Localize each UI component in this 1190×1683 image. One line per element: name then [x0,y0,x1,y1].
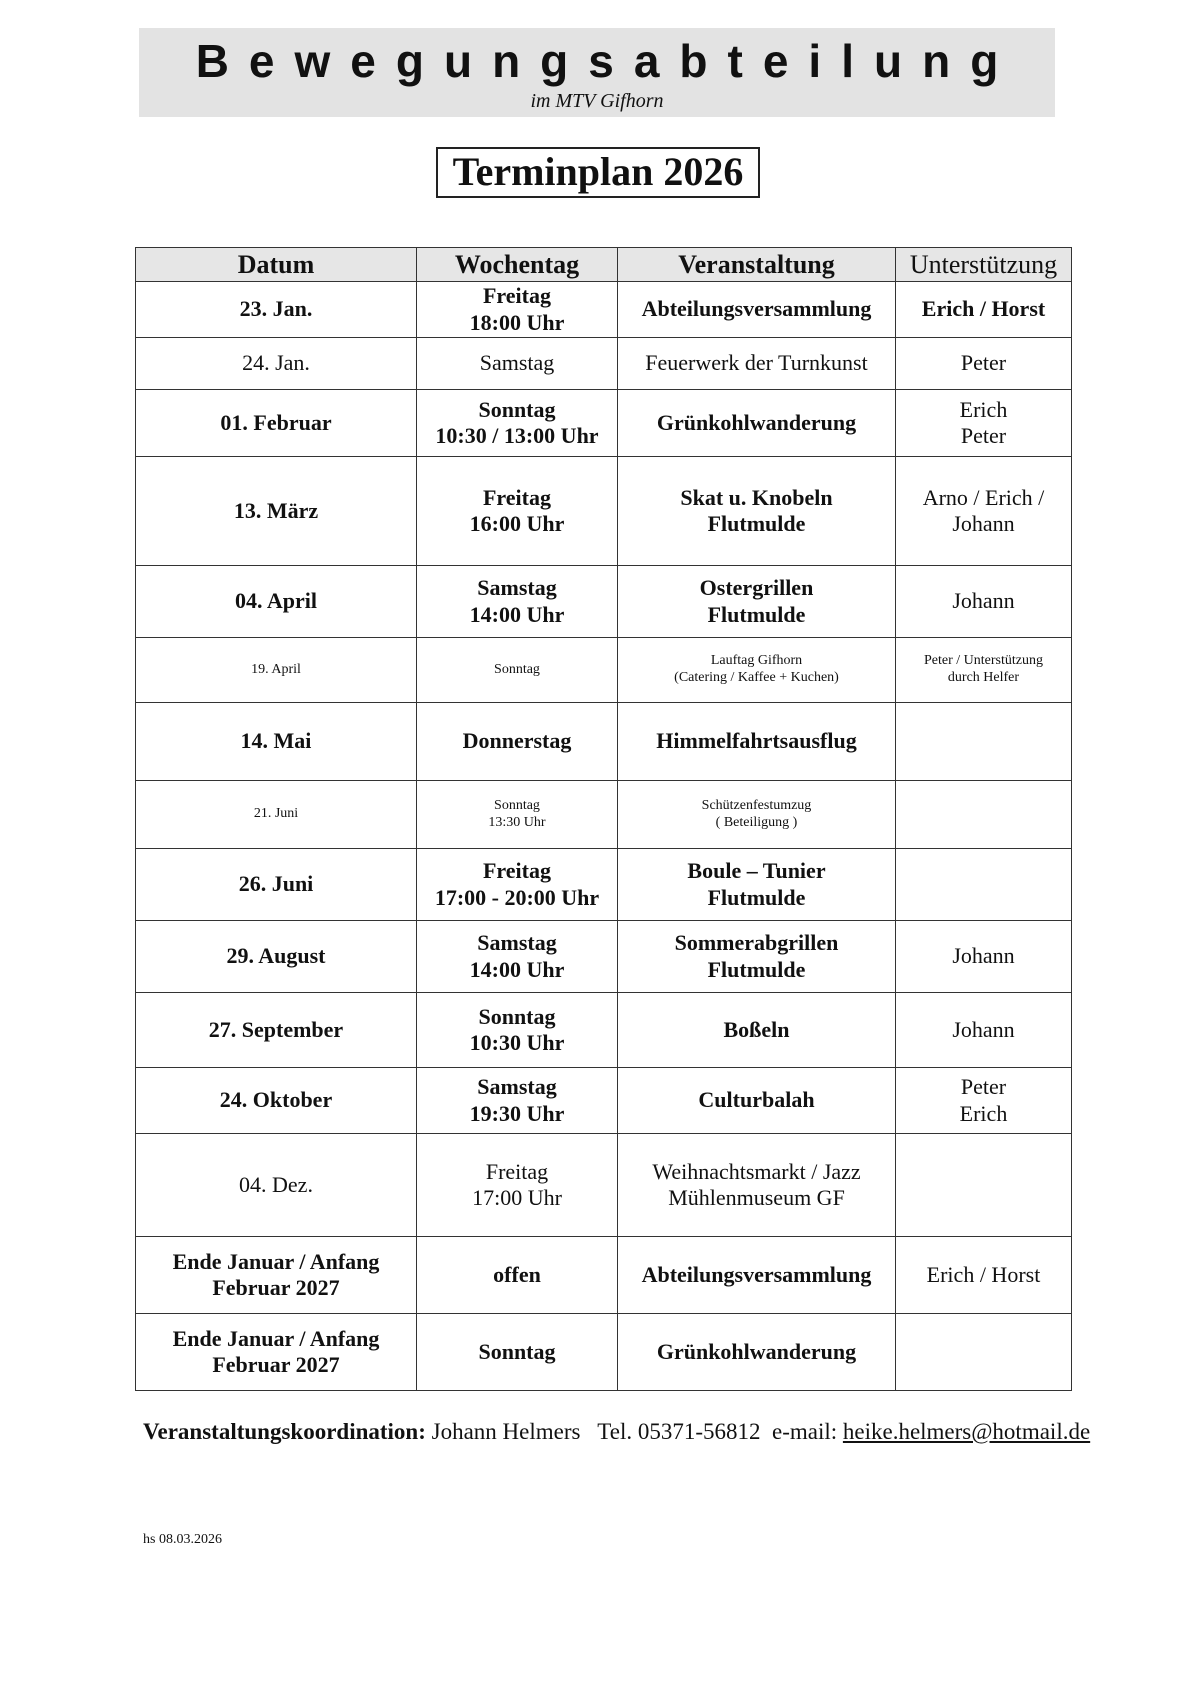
cell-datum: 29. August [136,921,417,993]
cell-datum: 14. Mai [136,703,417,781]
coordinator-name: Johann Helmers [431,1419,581,1444]
document-stamp: hs 08.03.2026 [143,1532,222,1547]
table-row [136,1134,1072,1237]
cell-unterstuetzung: Erich / Horst [896,1237,1072,1314]
cell-wochentag: Sonntag [417,638,618,703]
cell-veranstaltung: Schützenfestumzug ( Beteiligung ) [618,781,896,849]
cell-wochentag: offen [417,1237,618,1314]
document-title: Terminplan 2026 [436,147,760,198]
table-row [136,457,1072,566]
coordinator-label: Veranstaltungskoordination: [143,1419,426,1444]
cell-wochentag: Donnerstag [417,703,618,781]
column-header-datum: Datum [136,248,417,282]
cell-datum: 01. Februar [136,390,417,457]
cell-unterstuetzung: Peter [896,338,1072,390]
cell-veranstaltung: Sommerabgrillen Flutmulde [618,921,896,993]
cell-veranstaltung: Grünkohlwanderung [618,1314,896,1391]
cell-datum: 13. März [136,457,417,566]
cell-wochentag: Sonntag 10:30 Uhr [417,993,618,1068]
cell-veranstaltung: Boßeln [618,993,896,1068]
cell-unterstuetzung: Johann [896,921,1072,993]
cell-wochentag: Samstag 14:00 Uhr [417,921,618,993]
cell-datum: 04. April [136,566,417,638]
cell-datum: 23. Jan. [136,282,417,338]
cell-unterstuetzung: Peter Erich [896,1068,1072,1134]
table-row [136,638,1072,703]
column-header-veranstaltung: Veranstaltung [618,248,896,282]
cell-veranstaltung: Grünkohlwanderung [618,390,896,457]
cell-veranstaltung: Abteilungsversammlung [618,1237,896,1314]
email-label: e-mail: [772,1419,838,1444]
cell-veranstaltung: Lauftag Gifhorn (Catering / Kaffee + Kuchen) [618,638,896,703]
table-row [136,1314,1072,1391]
cell-wochentag: Freitag 17:00 Uhr [417,1134,618,1237]
cell-wochentag: Samstag 19:30 Uhr [417,1068,618,1134]
schedule-table [135,247,1072,1391]
table-row [136,1237,1072,1314]
organization-title: Bewegungsabteilung [195,35,1019,87]
cell-wochentag: Sonntag 13:30 Uhr [417,781,618,849]
cell-unterstuetzung: Arno / Erich / Johann [896,457,1072,566]
cell-datum: Ende Januar / Anfang Februar 2027 [136,1314,417,1391]
cell-wochentag: Freitag 17:00 - 20:00 Uhr [417,849,618,921]
cell-veranstaltung: Skat u. Knobeln Flutmulde [618,457,896,566]
cell-unterstuetzung: Peter / Unterstützung durch Helfer [896,638,1072,703]
table-row [136,566,1072,638]
cell-datum: 26. Juni [136,849,417,921]
cell-veranstaltung: Himmelfahrtsausflug [618,703,896,781]
email-link[interactable]: heike.helmers@hotmail.de [842,1419,1091,1444]
cell-wochentag: Samstag [417,338,618,390]
cell-unterstuetzung [896,781,1072,849]
cell-unterstuetzung: Johann [896,566,1072,638]
table-header-row [136,248,1072,282]
column-header-unterstuetzung: Unterstützung [896,248,1072,282]
cell-unterstuetzung [896,1314,1072,1391]
cell-datum: 27. September [136,993,417,1068]
cell-veranstaltung: Feuerwerk der Turnkunst [618,338,896,390]
cell-datum: Ende Januar / Anfang Februar 2027 [136,1237,417,1314]
column-header-wochentag: Wochentag [417,248,618,282]
organization-subtitle: im MTV Gifhorn [530,90,664,112]
cell-unterstuetzung [896,703,1072,781]
cell-unterstuetzung: Erich / Horst [896,282,1072,338]
cell-wochentag: Freitag 16:00 Uhr [417,457,618,566]
cell-veranstaltung: Culturbalah [618,1068,896,1134]
table-row [136,993,1072,1068]
cell-unterstuetzung: Erich Peter [896,390,1072,457]
cell-unterstuetzung [896,1134,1072,1237]
cell-veranstaltung: Weihnachtsmarkt / Jazz Mühlenmuseum GF [618,1134,896,1237]
table-row [136,1068,1072,1134]
header-banner [139,28,1055,117]
cell-veranstaltung: Abteilungsversammlung [618,282,896,338]
table-row [136,781,1072,849]
cell-unterstuetzung [896,849,1072,921]
cell-wochentag: Samstag 14:00 Uhr [417,566,618,638]
cell-datum: 24. Jan. [136,338,417,390]
cell-datum: 19. April [136,638,417,703]
table-row [136,390,1072,457]
cell-datum: 04. Dez. [136,1134,417,1237]
coordinator-phone: Tel. 05371-56812 [597,1419,761,1444]
cell-veranstaltung: Ostergrillen Flutmulde [618,566,896,638]
cell-wochentag: Sonntag [417,1314,618,1391]
table-row [136,282,1072,338]
cell-unterstuetzung: Johann [896,993,1072,1068]
table-row [136,338,1072,390]
cell-wochentag: Sonntag 10:30 / 13:00 Uhr [417,390,618,457]
table-row [136,921,1072,993]
cell-datum: 24. Oktober [136,1068,417,1134]
cell-datum: 21. Juni [136,781,417,849]
table-row [136,703,1072,781]
cell-wochentag: Freitag 18:00 Uhr [417,282,618,338]
contact-footer [143,1419,1090,1445]
cell-veranstaltung: Boule – Tunier Flutmulde [618,849,896,921]
table-row [136,849,1072,921]
